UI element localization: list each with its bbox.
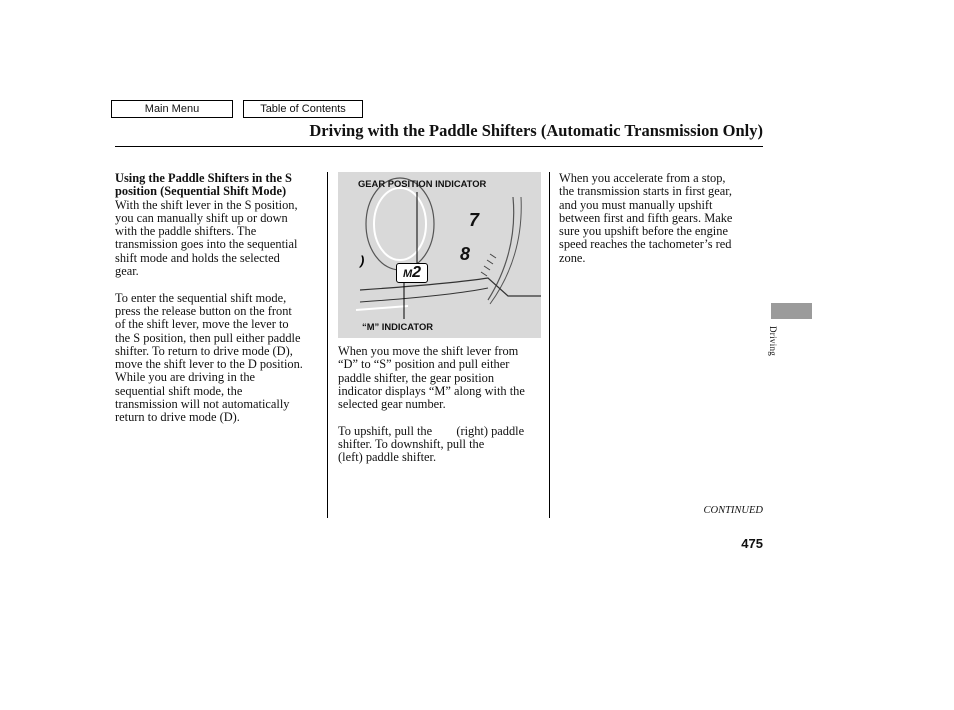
middle-para-1-line: selected gear number. [338, 397, 446, 412]
section-heading-line-2: position (Sequential Shift Mode) [115, 184, 287, 199]
left-para-2-line: transmission will not automatically [115, 397, 290, 412]
title-rule [115, 146, 763, 147]
right-para-line: When you accelerate from a stop, [559, 171, 726, 185]
gear-indicator-figure [338, 172, 541, 338]
left-para-1-line: with the paddle shifters. The [115, 224, 257, 239]
middle-para-1-line: indicator displays “M” along with the [338, 383, 525, 398]
main-menu-button[interactable]: Main Menu [111, 100, 233, 118]
section-tab-label: Driving [768, 326, 778, 357]
column-divider [549, 172, 550, 518]
left-para-2-line: of the shift lever, move the lever to [115, 317, 289, 332]
middle-column [338, 345, 544, 465]
svg-text:): ) [360, 253, 365, 268]
left-para-2-line: shifter. To return to drive mode (D), [115, 343, 293, 358]
left-para-1-line: gear. [115, 264, 139, 279]
continued-label: CONTINUED [703, 505, 763, 516]
page-title: Driving with the Paddle Shifters (Automatic Transmission Only) [309, 121, 763, 140]
right-para-line: between first and fifth gears. Make [559, 210, 733, 225]
middle-para-2-line: (left) paddle shifter. [338, 450, 437, 465]
gear-position-indicator-label: GEAR POSITION INDICATOR [358, 178, 487, 189]
middle-para-1-line: “D” to “S” position and pull either [338, 357, 510, 372]
table-of-contents-button[interactable]: Table of Contents [243, 100, 363, 118]
left-para-2-line: the S position, then pull either paddle [115, 330, 301, 345]
left-para-1-line: With the shift lever in the S position, [115, 197, 298, 212]
column-divider [327, 172, 328, 518]
m-indicator: M [402, 268, 413, 280]
tach-number-8: 8 [460, 244, 471, 264]
tach-number-7: 7 [469, 210, 480, 230]
left-para-2-line: return to drive mode (D). [115, 410, 240, 425]
upshift-text: To upshift, pull the [338, 423, 433, 438]
left-para-2-line: press the release button on the front [115, 303, 292, 318]
right-para-line: the transmission starts in first gear, [559, 184, 732, 199]
right-para-line: and you must manually upshift [559, 197, 713, 212]
left-para-2-line: To enter the sequential shift mode, [115, 290, 287, 305]
right-para-line: zone. [559, 250, 586, 265]
left-para-2-line: sequential shift mode, the [115, 383, 243, 398]
m-indicator-label: “M” INDICATOR [362, 321, 434, 332]
left-para-1-line: shift mode and holds the selected [115, 250, 280, 265]
middle-para-1-line: When you move the shift lever from [338, 344, 519, 358]
section-tab[interactable] [771, 303, 812, 319]
left-column [115, 172, 325, 425]
section-heading-line-1: Using the Paddle Shifters in the S [115, 171, 292, 185]
left-para-2-line: While you are driving in the [115, 370, 256, 385]
middle-para-1-line: paddle shifter, the gear position [338, 370, 495, 385]
right-column [559, 172, 759, 265]
right-para-line: speed reaches the tachometer’s red [559, 237, 732, 252]
left-para-1-line: you can manually shift up or down [115, 210, 288, 225]
left-para-1-line: transmission goes into the sequential [115, 237, 298, 252]
right-para-line: sure you upshift before the engine [559, 224, 728, 239]
page-number: 475 [741, 536, 763, 551]
middle-para-2-line: shifter. To downshift, pull the [338, 437, 485, 452]
middle-para-2-line [338, 425, 544, 438]
gear-number: 2 [412, 264, 422, 281]
left-para-2-line: move the shift lever to the D position. [115, 357, 303, 372]
right-paddle-text: (right) paddle [456, 423, 525, 438]
gauge-illustration [338, 172, 541, 338]
gear-indicator-display [396, 263, 428, 283]
